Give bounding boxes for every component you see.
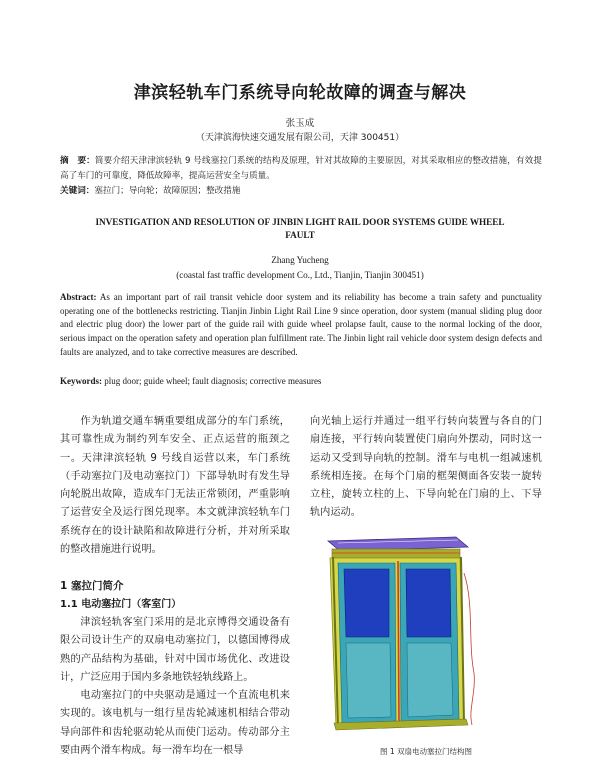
keywords-zh-label: 关键词： [60, 186, 95, 196]
section-heading-1-1: 1.1 电动塞拉门（客室门） [60, 598, 182, 610]
door-structure-drawing [318, 533, 480, 731]
english-keywords [60, 375, 542, 389]
english-abstract-label: Abstract: [60, 292, 97, 302]
english-affiliation: (coastal fast traffic development Co., Ltd., Tianjin, Tianjin 300451) [176, 270, 424, 280]
abstract-zh-text: 简要介绍天津津滨轻轨 9 号线塞拉门系统的结构及原理，针对其故障的主要原因，对其采取相应的整改措施，有效提高了车门的可靠度，降低故障率，提高运营安全与质量。 [60, 156, 542, 181]
right-paragraph-1: 向光轴上运行并通过一组平行转向装置与各自的门扇连接，平行转向装置使门扇向外摆动，同时这一运动又受到导向轨的控制。滑车与电机一组减速机系统相连接。在每个门扇的框架侧面各安装一旋转立柱，旋转立柱的上、下导向轮在门扇的上、下导轨内运动。 [310, 416, 542, 519]
body-paragraph-2: 电动塞拉门的中央驱动是通过一个直流电机来实现的。该电机与一组行星齿轮减速机相结合带动导向部件和齿轮驱动轮从而使门运动。传动部分主要由两个滑车构成。每一滑车均在一根导 [60, 690, 290, 757]
left-lower-panel [346, 643, 391, 718]
english-abstract [60, 291, 542, 360]
center-seal [398, 561, 399, 723]
side-cable [464, 573, 474, 725]
keywords-zh-text: 塞拉门；导向轮；故障原因；整改措施 [94, 186, 241, 196]
english-keywords-text: plug door; guide wheel; fault diagnosis; corrective measures [102, 376, 322, 386]
keywords-zh [60, 184, 542, 199]
left-column [60, 413, 290, 760]
author: 张玉成 [285, 118, 315, 129]
body-paragraph-1: 津滨轻轨客室门采用的是北京博得交通设备有限公司设计生产的双扇电动塞拉门，以德国博得成熟的产品结构为基础，针对中国市场优化、改进设计，广泛应用于国内多条地铁轻轨线路上。 [60, 616, 290, 683]
affiliation: （天津滨海快速交通发展有限公司，天津 300451） [195, 133, 405, 143]
intro-paragraph: 作为轨道交通车辆重要组成部分的车门系统，其可靠性成为制约列车安全、正点运营的瓶颈之一。天津津滨轻轨 9 号线自运营以来，车门系统（手动塞拉门及电动塞拉门）下部导轨时有发生导向轮脱出故障，造成车门无法正常锁闭，严重影响了运营安全及运行图兑现率。本文就津滨轻轨车门系统存在的设计缺陷和故障进行分析，并对所采取的整改措施进行说明。 [60, 416, 290, 556]
paper-title: 津滨轻轨车门系统导向轮故障的调查与解决 [133, 83, 467, 103]
english-keywords-label: Keywords: [60, 376, 102, 386]
right-column [310, 413, 542, 523]
door-structure-figure [318, 533, 480, 731]
figure-caption: 图 1 双扇电动塞拉门结构图 [379, 747, 473, 756]
right-lower-panel [407, 643, 453, 717]
english-abstract-text: As an important part of rail transit vehicle door system and its reliability has become a train safety and punctuality operating one of the bottlenecks restricting. Tianjin Jinbin Light Rail Line 9 since operation, door system (manual sliding plug door and electric plug door) the lower part of the guide rail with guide wheel prolapse fault, cause to the normal locking of the door, serious impact on the operation safety and operation plan fulfillment rate. The Jinbin light rail vehicle door system design defects and faults are analyzed, and to take corrective measures are described. [60, 292, 542, 357]
english-author: Zhang Yucheng [271, 255, 329, 265]
top-rail [332, 549, 460, 558]
abstract-zh [60, 154, 542, 184]
section-heading-1: 1 塞拉门简介 [60, 580, 124, 593]
english-title: INVESTIGATION AND RESOLUTION OF JINBIN LIGHT RAIL DOOR SYSTEMS GUIDE WHEEL FAULT [95, 217, 505, 240]
left-window [344, 569, 389, 637]
right-window [406, 569, 451, 637]
abstract-zh-label: 摘 要： [60, 156, 95, 166]
